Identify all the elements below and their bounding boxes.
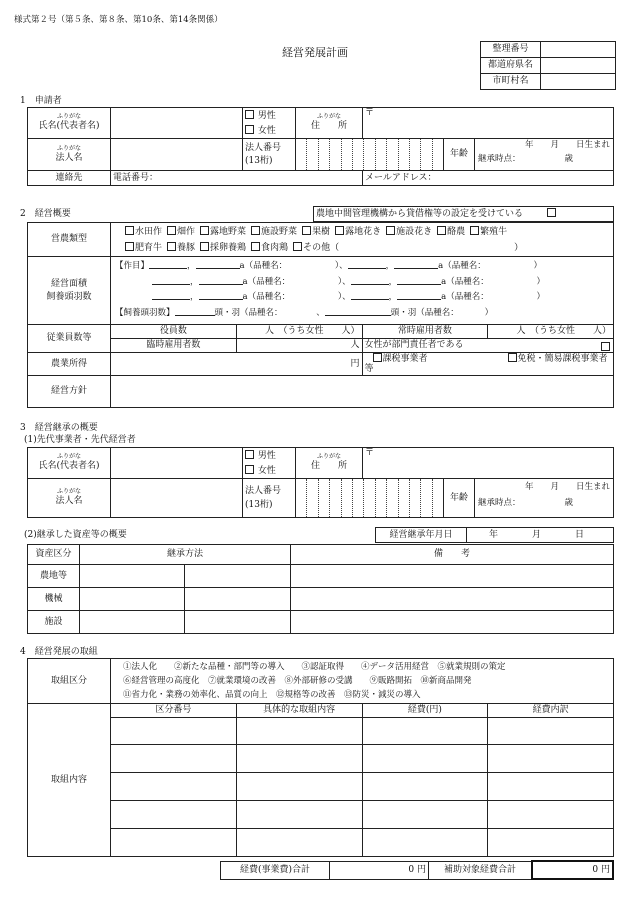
initiative-row [28,829,614,857]
pred-age-unit: 歳 [564,497,574,508]
month-unit: 月 [532,529,542,540]
crop-line [115,275,609,291]
email-label: メールアドレス： [365,172,437,183]
succession-date-field[interactable] [467,528,614,543]
pred-corp-number-cells[interactable] [296,479,444,517]
farm-type-checkbox[interactable] [293,242,302,251]
blank-field[interactable] [397,291,441,300]
crop-line [115,259,609,275]
ref-number-field[interactable] [541,42,616,58]
initiatives-table [27,658,614,857]
farm-type-option[interactable] [125,243,162,253]
row-cell[interactable] [362,801,488,829]
blank-field[interactable] [175,307,215,316]
asset-header-method: 継承方法 [80,545,291,565]
area-text: 【飼養頭羽数】 [115,307,175,318]
blank-field[interactable] [152,291,190,300]
row-cell[interactable] [236,718,362,745]
area-text: 、 [342,276,351,287]
ref-label-number: 整理番号 [481,42,541,58]
pred-male-label: 男性 [257,450,276,461]
reference-box [480,41,616,90]
asset-machinery: 機械 [28,588,80,611]
pred-corp-number-row [296,479,613,517]
farm-type-label: 肥育牛 [135,243,163,253]
form-number: 様式第２号（第５条、第８条、第10条、第14条関係） [14,15,223,25]
blank-field[interactable] [152,276,190,285]
area-text: a（品種名： [438,261,482,271]
content-label: 取組内容 [28,704,111,857]
area-text: ， [388,292,398,302]
address-furigana: ふりがな [316,113,341,121]
livestock-line [115,306,609,322]
predecessor-table [27,447,614,518]
address-label: 住 所 [310,121,347,132]
row-cell[interactable] [111,829,237,857]
ref-label-city: 市町村名 [481,74,541,90]
area-text: 、 [339,261,348,271]
female-manager-checkbox[interactable] [601,342,610,351]
row-cell[interactable] [111,773,237,801]
area-text: ） [337,276,343,287]
farm-type-label: 露地野菜 [210,226,247,237]
area-text: 、 [316,307,325,318]
row-cell[interactable] [236,801,362,829]
farm-type-option[interactable] [125,227,162,237]
blank-field[interactable] [397,276,441,285]
exempt-label: 免税・簡易課税事業者等 [364,354,608,375]
farm-type-label: 食肉鶏 [261,243,289,253]
male-checkbox[interactable] [245,110,254,119]
female-checkbox[interactable] [245,125,254,134]
blank-field[interactable] [351,276,389,285]
birth-line: 年 月 日生まれ [524,140,610,150]
temp-label: 臨時雇用者数 [111,339,237,353]
row-cell[interactable] [236,773,362,801]
pred-corp-label: 法人名 [55,496,83,507]
row-cell[interactable] [362,718,488,745]
farm-type-checkbox[interactable] [125,226,134,235]
asset-row [28,588,614,611]
predecessor-heading: (1)先代事業者・先代経営者 [24,435,136,445]
lease-box [313,206,614,222]
farm-type-checkbox[interactable] [386,226,395,235]
initiative-row [28,745,614,773]
farm-type-checkbox[interactable] [251,226,260,235]
income-label: 農業所得 [28,353,111,376]
address-field[interactable] [363,108,614,139]
asset-notes-field[interactable] [291,565,614,588]
farm-type-label: 養豚 [177,243,196,253]
row-cell[interactable] [111,718,237,745]
asset-header-category: 資産区分 [28,545,80,565]
blank-field[interactable] [394,260,438,269]
area-text: a（品種名： [239,261,283,271]
col-cost: 経費(円) [362,704,488,718]
area-text: ， [385,261,395,271]
pred-corp-field[interactable] [111,479,243,518]
succession-date-box [375,527,614,543]
contact-label: 連絡先 [28,171,111,186]
assets-heading: (2)継承した資産等の概要 [24,530,127,540]
ref-prefecture-field[interactable] [541,58,616,74]
totals-table [220,860,614,880]
pred-postal-mark: 〒 [365,448,375,458]
email-field[interactable] [363,171,614,186]
area-text: ） [337,292,343,302]
area-text: ） [536,276,545,287]
corp-number-label: 法人番号 [245,142,282,153]
farm-type-options [111,223,614,257]
farm-type-option[interactable] [437,227,465,237]
temp-count[interactable]: 人 [236,339,362,353]
row-cell[interactable] [236,745,362,773]
section-3-heading: 3 経営継承の概要 [20,423,98,433]
blank-field[interactable] [199,276,243,285]
farm-type-row-2 [125,242,599,253]
age-label: 年齢 [444,139,475,170]
farm-type-label: 露地花き [345,226,382,237]
category-line-1: ①法人化 ②新たな品種・部門等の導入 ③認証取得 ④データ活用経営 ⑤就業規則の策定 [123,662,506,672]
subsidy-label: 補助対象経費合計 [429,861,533,879]
corp-furigana: ふりがな [56,144,81,152]
row-cell[interactable] [488,773,614,801]
age-unit: 歳 [564,153,574,164]
page-title: 経営発展計画 [282,46,348,59]
lease-checkbox[interactable] [547,208,556,217]
farm-type-option[interactable] [470,227,507,237]
area-text: ， [388,276,398,287]
farm-type-option[interactable] [386,227,432,237]
asset-header-notes: 備 考 [291,545,614,565]
pred-birth-line: 年 月 日生まれ [524,482,610,492]
female-manager-label: 女性が部門責任者である [364,340,464,350]
phone-field[interactable] [111,171,363,186]
assets-table [27,544,614,634]
farm-type-label: 施設野菜 [261,226,298,237]
pred-succession-point: 継承時点： [478,497,521,508]
policy-field[interactable] [111,375,614,407]
other-close-paren: ） [514,243,524,253]
day-unit: 日 [575,529,585,540]
male-label: 男性 [257,110,276,121]
farm-type-label: 果樹 [312,226,331,237]
fulltime-count[interactable]: 人 （うち女性 人） [488,325,614,339]
farm-type-label: 水田作 [135,226,163,237]
farm-type-option[interactable] [200,243,246,253]
pred-address-label: 住 所 [310,461,347,472]
area-details[interactable] [111,257,614,325]
asset-notes-field[interactable] [291,611,614,634]
pred-age-label: 年齢 [444,479,475,517]
corp-name-field[interactable] [111,139,243,171]
income-field[interactable] [111,353,363,376]
farm-type-option[interactable] [302,227,330,237]
taxable-checkbox[interactable] [373,353,382,362]
farm-type-checkbox[interactable] [200,226,209,235]
asset-notes-field[interactable] [291,588,614,611]
female-label: 女性 [257,126,276,136]
area-text: ） [533,261,542,271]
section-2-heading: 2 経営概要 [20,209,71,219]
area-text: 【作目】 [115,261,150,271]
succession-date-label: 経営継承年月日 [376,528,467,543]
row-cell[interactable] [236,829,362,857]
category-list [111,659,614,704]
taxable-label: 課税事業者 [382,354,428,364]
total-value: 0 円 [330,861,429,879]
farm-type-checkbox[interactable] [437,226,446,235]
exempt-checkbox[interactable] [508,353,517,362]
ref-city-field[interactable] [541,74,616,90]
category-label: 取組区分 [28,659,111,704]
area-text: a（品種名： [242,292,286,302]
farm-type-option[interactable] [167,227,195,237]
farm-type-option[interactable] [167,243,195,253]
phone-label: 電話番号： [113,172,159,183]
fulltime-label: 常時雇用者数 [362,325,488,339]
postal-mark: 〒 [365,108,375,118]
farm-type-label: 施設花き [396,226,433,237]
pred-name-label: 氏名(代表者名) [38,461,100,472]
col-details: 具体的な取組内容 [236,704,362,718]
livestock-count-label: 飼養頭羽数 [46,292,92,302]
farm-type-label: 畑作 [177,226,196,237]
farm-type-checkbox[interactable] [125,242,134,251]
subsidy-value: 0 円 [532,861,613,879]
yen-unit: 円 [350,358,360,369]
lease-note: 農地中間管理機構から貸借権等の設定を受けている [316,209,524,220]
ref-label-prefecture: 都道府県名 [481,58,541,74]
farm-type-option[interactable] [251,243,288,253]
blank-field[interactable] [199,291,243,300]
applicant-name-field[interactable] [111,108,243,139]
area-text: a（品種名： [242,276,286,287]
area-label: 経営面積 [50,278,87,289]
area-text: ） [334,261,340,271]
farm-type-checkbox[interactable] [335,226,344,235]
blank-field[interactable] [351,291,389,300]
pred-corp-furigana: ふりがな [56,488,81,496]
farm-type-checkbox[interactable] [302,226,311,235]
initiative-row [28,801,614,829]
pred-male-checkbox[interactable] [245,450,254,459]
area-text: ， [187,261,196,271]
corp-number-row [296,139,613,170]
row-cell[interactable] [488,829,614,857]
initiative-row [28,718,614,745]
pred-corp-number-digits: (13桁) [245,499,273,510]
asset-facility: 施設 [28,611,80,634]
pred-furigana: ふりがな [56,453,81,461]
pred-female-label: 女性 [257,466,276,476]
asset-row [28,565,614,588]
total-label: 経費(事業費)合計 [221,861,330,879]
blank-field[interactable] [149,260,187,269]
farm-type-row-1 [125,226,599,237]
farm-type-label: 繁殖牛 [480,226,508,237]
pred-address-furigana: ふりがな [316,453,341,461]
area-text: a（品種名： [441,276,485,287]
category-line-3: ⑪省力化・業務の効率化、品質の向上 ⑫規格等の改善 ⑬防災・減災の導入 [123,690,421,700]
asset-farmland: 農地等 [28,565,80,588]
policy-label: 経営方針 [28,375,111,407]
farm-type-checkbox[interactable] [251,242,260,251]
crop-line [115,290,609,306]
applicant-table [27,107,614,186]
furigana-label: ふりがな [56,113,81,121]
blank-field[interactable] [348,260,386,269]
name-label: 氏名(代表者名) [38,121,100,132]
row-cell[interactable] [362,829,488,857]
pred-corp-number-label: 法人番号 [245,486,282,497]
blank-field[interactable] [196,260,240,269]
area-text: ， [190,276,199,287]
category-line-2: ⑥経営管理の高度化 ⑦就業環境の改善 ⑧外部研修の受講 ⑨販路開拓 ⑩新商品開発 [123,676,472,686]
area-text: 頭・羽（品種名： [214,307,279,318]
row-cell[interactable] [111,745,237,773]
area-text: ） [536,292,545,302]
farm-type-label: 酪農 [447,226,466,237]
employee-label: 従業員数等 [28,325,111,353]
section-1-heading: 1 申請者 [20,96,62,106]
pred-address-field[interactable] [363,448,614,479]
farm-type-checkbox[interactable] [167,226,176,235]
farm-type-option[interactable] [200,227,246,237]
farm-type-label: 営農類型 [28,223,111,257]
farm-type-option[interactable] [293,243,339,253]
farm-type-label: その他（ [303,243,340,253]
farm-type-checkbox[interactable] [470,226,479,235]
row-cell[interactable] [111,801,237,829]
year-unit: 年 [489,529,499,540]
officers-label: 役員数 [111,325,237,339]
farm-type-checkbox[interactable] [167,242,176,251]
section-4-heading: 4 経営発展の取組 [20,647,98,657]
succession-point-label: 継承時点： [478,153,521,164]
asset-row [28,611,614,634]
officers-count[interactable]: 人 （うち女性 人） [236,325,362,339]
farm-type-label: 採卵養鶏 [210,243,247,253]
blank-field[interactable] [325,307,391,316]
area-text: 、 [342,292,351,302]
row-cell[interactable] [362,773,488,801]
row-cell[interactable] [362,745,488,773]
farm-type-option[interactable] [335,227,381,237]
area-text: 頭・羽（品種名： [390,307,455,318]
farm-type-checkbox[interactable] [200,242,209,251]
corp-number-cells[interactable] [296,139,444,170]
pred-name-field[interactable] [111,448,243,479]
initiative-row [28,773,614,801]
area-text: ， [190,292,199,302]
area-text: a（品種名： [441,292,485,302]
corp-label: 法人名 [55,152,83,163]
row-cell[interactable] [488,801,614,829]
pred-female-checkbox[interactable] [245,465,254,474]
overview-table [27,222,614,408]
corp-number-digits: (13桁) [245,156,273,166]
col-category-no: 区分番号 [111,704,237,718]
row-cell[interactable] [488,745,614,773]
area-text: ） [484,307,494,318]
row-cell[interactable] [488,718,614,745]
col-cost-breakdown: 経費内訳 [488,704,614,718]
farm-type-option[interactable] [251,227,297,237]
